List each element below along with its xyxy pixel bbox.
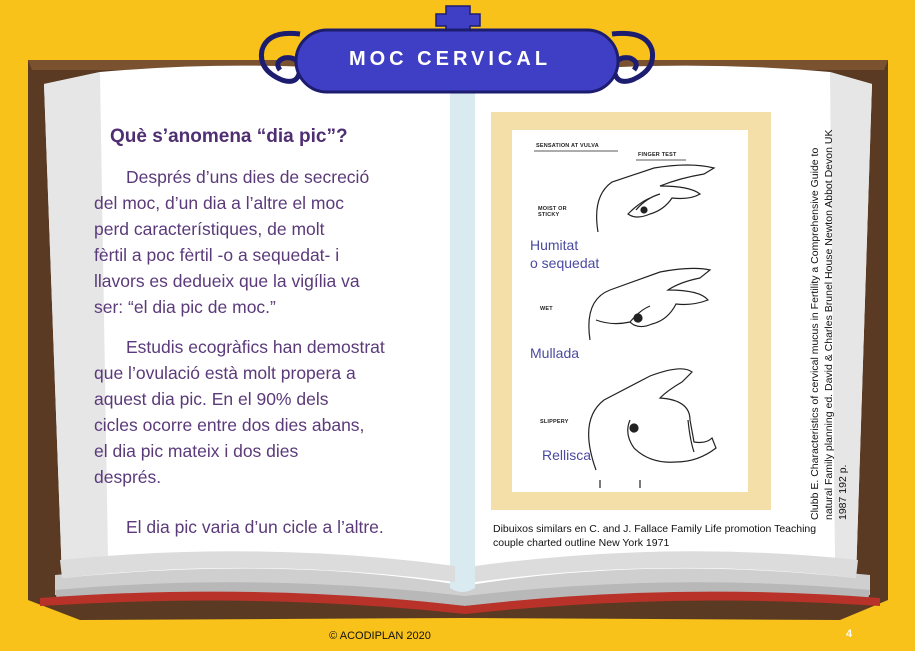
figure-tag-wet: WET — [540, 306, 553, 312]
finger-label-wet: Mullada — [530, 345, 580, 361]
side-reference-line-2: natural Family planning ed. David & Charles Brunel House Newton Abbot Devon UK — [823, 129, 835, 520]
figure-header-finger-test: FINGER TEST — [638, 152, 677, 158]
banner-cross-ornament — [436, 6, 480, 32]
paragraph-1-line: del moc, d’un dia a l’altre el moc — [94, 193, 344, 213]
book-spine — [450, 80, 475, 592]
figure-tag-slippery: SLIPPERY — [540, 419, 569, 425]
figure-caption-line-2: couple charted outline New York 1971 — [493, 537, 670, 549]
finger-label-moist-line-1: Humitat — [530, 237, 579, 253]
figure-tag-moist: MOIST OR STICKY — [538, 206, 567, 218]
footer-copyright: © ACODIPLAN 2020 — [329, 630, 431, 642]
paragraph-1-line: llavors es dedueix que la vigília va — [94, 271, 360, 291]
figure-caption — [493, 522, 833, 550]
figure-header-sensation: SENSATION AT VULVA — [536, 143, 599, 149]
paragraph-1-line: Després d’uns dies de secreció — [126, 167, 370, 187]
paragraph-peak-day — [94, 164, 430, 320]
side-reference — [808, 110, 850, 520]
paragraph-3: El dia pic varia d’un cicle a l’altre. — [126, 517, 384, 537]
finger-label-moist-line-2: o sequedat — [530, 255, 600, 271]
side-reference-line-1: Clubb E. Characteristics of cervical mucus in Fertility a Comprehensive Guide to — [809, 147, 821, 520]
paragraph-1-line: perd característiques, de molt — [94, 219, 325, 239]
paragraph-variation — [110, 514, 440, 540]
figure-caption-line-1: Dibuixos similars en C. and J. Fallace Family Life promotion Teaching — [493, 523, 817, 535]
finger-label-moist — [530, 236, 599, 272]
finger-label-slippery: Rellisca — [542, 447, 592, 463]
paragraph-2-line: que l’ovulació està molt propera a — [94, 363, 356, 383]
paragraph-1-line: fèrtil a poc fèrtil -o a sequedat- i — [94, 245, 340, 265]
paragraph-2-line: el dia pic mateix i dos dies — [94, 441, 299, 461]
paragraph-2-line: Estudis ecogràfics han demostrat — [126, 337, 385, 357]
paragraph-2-line: cicles ocorre entre dos dies abans, — [94, 415, 365, 435]
banner-title: MOC CERVICAL — [348, 48, 552, 70]
page-number: 4 — [846, 628, 853, 640]
side-reference-line-3: 1987 192 p. — [837, 464, 849, 520]
paragraph-ultrasound — [94, 334, 430, 490]
paragraph-2-line: aquest dia pic. En el 90% dels — [94, 389, 329, 409]
page-heading: Què s’anomena “dia pic”? — [110, 126, 348, 147]
paragraph-1-line: ser: “el dia pic de moc.” — [94, 297, 276, 317]
paragraph-2-line: després. — [94, 467, 162, 487]
